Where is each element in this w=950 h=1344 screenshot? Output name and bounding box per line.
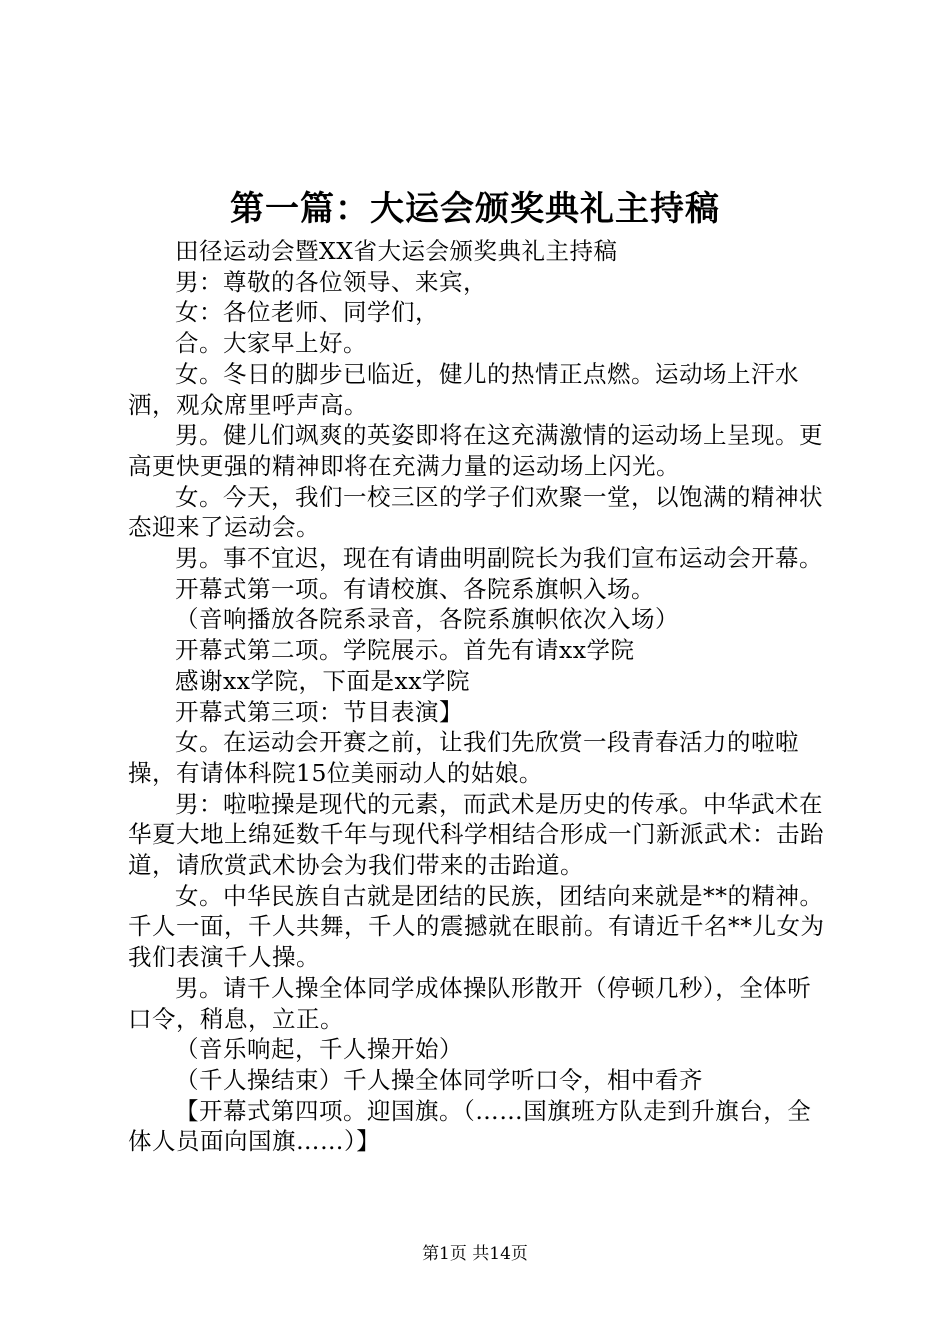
paragraph: 【开幕式第四项。迎国旗。（……国旗班方队走到升旗台，全体人员面向国旗……）】: [128, 1096, 812, 1156]
paragraph: 女：各位老师、同学们，: [175, 298, 439, 327]
paragraph: 感谢xx学院，下面是xx学院: [175, 666, 471, 695]
paragraph: 女。冬日的脚步已临近，健儿的热情正点燃。运动场上汗水洒，观众席里呼声高。: [128, 359, 799, 419]
paragraph: （音乐响起，千人操开始）: [175, 1035, 463, 1064]
page-number-footer: 第1页 共14页: [422, 1244, 528, 1264]
paragraph: 男：尊敬的各位领导、来宾，: [175, 267, 487, 296]
paragraph: 男：啦啦操是现代的元素，而武术是历史的传承。中华武术在华夏大地上绵延数千年与现代科学相结合形成一门新派武术：击跆道，请欣赏武术协会为我们带来的击跆道。: [128, 789, 824, 880]
paragraph: 开幕式第三项：节目表演】: [175, 697, 463, 726]
document-body: [128, 236, 834, 1157]
paragraph: 合。大家早上好。: [175, 329, 367, 358]
paragraph: （音响播放各院系录音，各院系旗帜依次入场）: [175, 605, 679, 634]
paragraph: 开幕式第一项。有请校旗、各院系旗帜入场。: [175, 574, 655, 603]
paragraph: （千人操结束）千人操全体同学听口令，相中看齐: [175, 1065, 703, 1094]
paragraph: 开幕式第二项。学院展示。首先有请xx学院: [175, 636, 635, 665]
paragraph: 女。中华民族自古就是团结的民族，团结向来就是**的精神。千人一面，千人共舞，千人的震撼就在眼前。有请近千名**儿女为我们表演千人操。: [128, 881, 825, 972]
document-title: 第一篇：大运会颁奖典礼主持稿: [230, 189, 720, 229]
paragraph: 田径运动会暨XX省大运会颁奖典礼主持稿: [175, 237, 618, 265]
paragraph: 女。在运动会开赛之前，让我们先欣赏一段青春活力的啦啦操，有请体科院15位美丽动人的姑娘。: [128, 728, 799, 787]
paragraph: 男。请千人操全体同学成体操队形散开（停顿几秒），全体听口令，稍息，立正。: [128, 973, 812, 1033]
paragraph: 女。今天，我们一校三区的学子们欢聚一堂，以饱满的精神状态迎来了运动会。: [128, 482, 823, 542]
paragraph: 男。事不宜迟，现在有请曲明副院长为我们宣布运动会开幕。: [175, 544, 823, 573]
paragraph: 男。健儿们飒爽的英姿即将在这充满激情的运动场上呈现。更高更快更强的精神即将在充满力量的运动场上闪光。: [128, 421, 823, 480]
